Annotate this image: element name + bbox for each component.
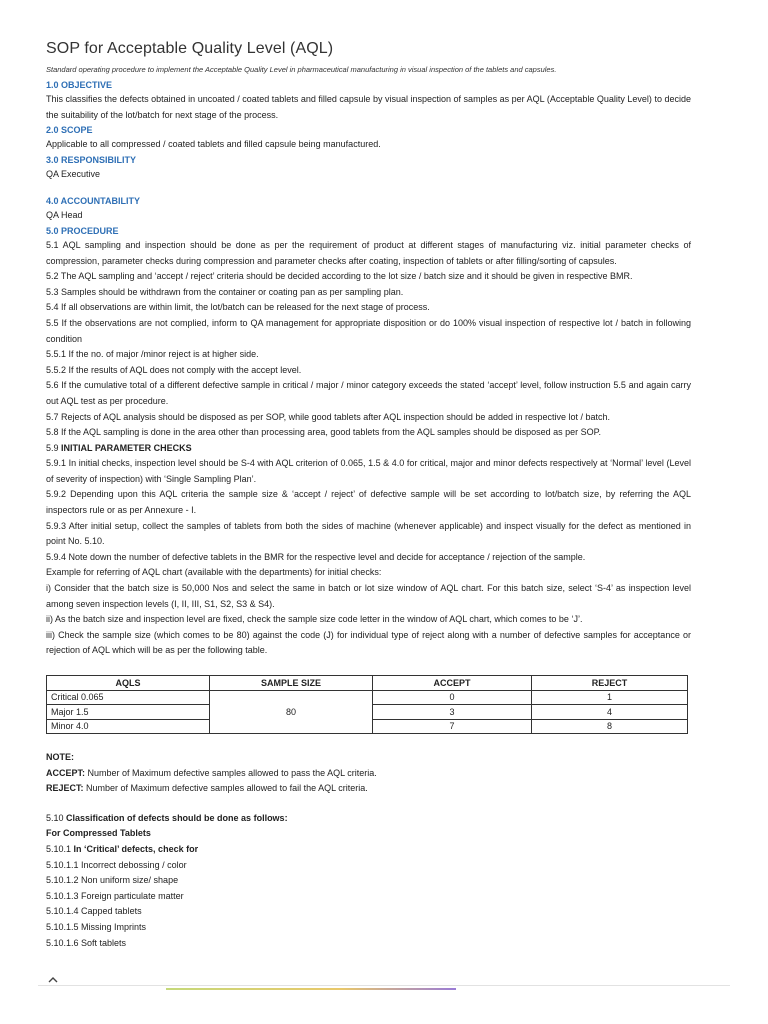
scope-heading: 2.0 SCOPE [46, 125, 93, 136]
table-header-row [47, 676, 688, 691]
document-page [46, 40, 691, 951]
note-accept-text: Number of Maximum defective samples allowed to pass the AQL criteria. [85, 767, 377, 778]
critical-defects-title: In ‘Critical’ defects, check for [73, 843, 199, 854]
list-item: 5.10.1.2 Non uniform size/ shape [46, 875, 179, 886]
header-aqls: AQLS [47, 676, 210, 691]
procedure-5-5-1: 5.5.1 If the no. of major /minor reject is at higher side. [46, 349, 259, 360]
list-item: 5.10.1.1 Incorrect debossing / color [46, 859, 187, 870]
procedure-5-2: 5.2 The AQL sampling and ‘accept / reject’ criteria should be decided according to the lot size / batch size and it should be given in respective BMR. [46, 271, 633, 282]
objective-text: This classifies the defects obtained in uncoated / coated tablets and filled capsule by visual inspection of samples as per AQL (Acceptable Quality Level) to decide the suitability of the lot/batch for next stage of the process. [46, 94, 691, 120]
classification-heading [46, 811, 691, 827]
procedure-5-6: 5.6 If the cumulative total of a different defective sample in critical / major / minor category exceeds the stated ‘accept’ level, follow instruction 5.5 and again carry out AQL test as per procedure. [46, 380, 691, 406]
aql-table [46, 675, 688, 734]
procedure-5-1: 5.1 AQL sampling and inspection should be done as per the requirement of product at different stages of manufacturing viz. initial parameter checks of compression, parameter checks during compression and parameter checks after coating, inspection of tablets or after filling/sorting of capsules. [46, 239, 691, 266]
list-item: 5.10.1.5 Missing Imprints [46, 921, 147, 932]
note-reject-text: Number of Maximum defective samples allowed to fail the AQL criteria. [83, 783, 368, 794]
responsibility-heading: 3.0 RESPONSIBILITY [46, 154, 137, 165]
procedure-5-5: 5.5 If the observations are not complied, inform to QA management for appropriate disposition or do 100% visual inspection of respective lot / batch in following condition [46, 317, 691, 344]
procedure-5-3: 5.3 Samples should be withdrawn from the container or coating pan as per sampling plan. [46, 286, 404, 297]
note-reject-label: REJECT: [46, 783, 84, 794]
header-reject: REJECT [532, 676, 688, 691]
page-subtitle: Standard operating procedure to implement the Acceptable Quality Level in pharmaceutical manufacturing in visual inspection of the tablets and capsules. [46, 65, 557, 74]
list-item: 5.10.1.3 Foreign particulate matter [46, 890, 184, 901]
critical-defects-number: 5.10.1 [46, 843, 74, 854]
accept-cell: 7 [373, 719, 532, 734]
list-item: 5.10.1.6 Soft tablets [46, 937, 127, 948]
table-row [47, 690, 688, 705]
responsibility-text: QA Executive [46, 168, 101, 179]
note-block [46, 750, 691, 797]
procedure-heading: 5.0 PROCEDURE [46, 225, 119, 236]
procedure-5-8: 5.8 If the AQL sampling is done in the area other than processing area, good tablets from the AQL samples should be disposed as per SOP. [46, 427, 602, 438]
procedure-5-9-title: INITIAL PARAMETER CHECKS [61, 442, 192, 453]
procedure-5-9-number: 5.9 [46, 442, 62, 453]
classification-title: Classification of defects should be done as follows: [66, 812, 288, 823]
procedure-5-9-2: 5.9.2 Depending upon this AQL criteria the sample size & ‘accept / reject’ of defective sample will be set according to lot/batch size, by referring the AQL inspectors rule or as per Annexure - I. [46, 489, 691, 516]
bottom-divider [38, 985, 730, 986]
procedure-5-7: 5.7 Rejects of AQL analysis should be disposed as per SOP, while good tablets after AQL inspection should be added in respective lot / batch. [46, 411, 611, 422]
accept-cell: 0 [373, 690, 532, 705]
note-heading: NOTE: [46, 752, 74, 762]
progress-accent-bar [166, 988, 456, 990]
note-reject [46, 781, 691, 797]
chevron-up-icon[interactable] [47, 972, 59, 982]
example-step-ii: ii) As the batch size and inspection level are fixed, check the sample size code letter in the window of AQL chart, which comes to be ‘J’. [46, 614, 583, 625]
example-step-iii: iii) Check the sample size (which comes to be 80) against the code (J) for individual type of reject along with a number of defective samples for acceptance or rejection of AQL which will be as per the following table. [46, 629, 691, 656]
procedure-5-9 [46, 441, 691, 457]
objective-heading: 1.0 OBJECTIVE [46, 80, 113, 90]
procedure-5-9-3: 5.9.3 After initial setup, collect the samples of tablets from both the sides of machine (whenever applicable) and inspect visually for the defect as mentioned in point No. 5.10. [46, 520, 691, 547]
procedure-5-4: 5.4 If all observations are within limit, the lot/batch can be released for the next stage of process. [46, 302, 430, 313]
example-intro: Example for referring of AQL chart (available with the departments) for initial checks: [46, 567, 382, 578]
accept-cell: 3 [373, 705, 532, 720]
aql-cell: Minor 4.0 [47, 719, 210, 734]
list-item: 5.10.1.4 Capped tablets [46, 906, 142, 917]
note-accept-label: ACCEPT: [46, 767, 86, 778]
example-step-i: i) Consider that the batch size is 50,000 Nos and select the same in batch or lot size window of AQL chart. For this batch size, select ‘S-4’ as inspection level among seven inspection levels (I, II, III, S1, S2, S3 & S4). [46, 583, 691, 609]
classification-block [46, 811, 691, 951]
sample-size-cell: 80 [210, 690, 373, 734]
scope-text: Applicable to all compressed / coated tablets and filled capsule being manufactured. [46, 139, 381, 150]
page-title: SOP for Acceptable Quality Level (AQL) [46, 40, 334, 57]
aql-cell: Major 1.5 [47, 705, 210, 720]
note-accept [46, 766, 691, 782]
header-accept: ACCEPT [373, 676, 532, 691]
procedure-5-5-2: 5.5.2 If the results of AQL does not comply with the accept level. [46, 364, 302, 375]
classification-number: 5.10 [46, 812, 67, 823]
accountability-text: QA Head [46, 210, 83, 221]
reject-cell: 1 [532, 690, 688, 705]
reject-cell: 8 [532, 719, 688, 734]
procedure-5-9-1: 5.9.1 In initial checks, inspection level should be S-4 with AQL criterion of 0.065, 1.5 & 4.0 for critical, major and minor defects respectively at ‘Normal’ level (Level of severity of inspection) with ‘Single Sampling Plan’. [46, 458, 691, 484]
reject-cell: 4 [532, 705, 688, 720]
compressed-tablets-heading: For Compressed Tablets [46, 828, 151, 839]
accountability-heading: 4.0 ACCOUNTABILITY [46, 196, 141, 207]
header-sample-size: SAMPLE SIZE [210, 676, 373, 691]
procedure-5-9-4: 5.9.4 Note down the number of defective tablets in the BMR for the respective level and decide for acceptance / rejection of the sample. [46, 551, 586, 562]
critical-defects-heading [46, 842, 691, 858]
aql-cell: Critical 0.065 [47, 690, 210, 705]
